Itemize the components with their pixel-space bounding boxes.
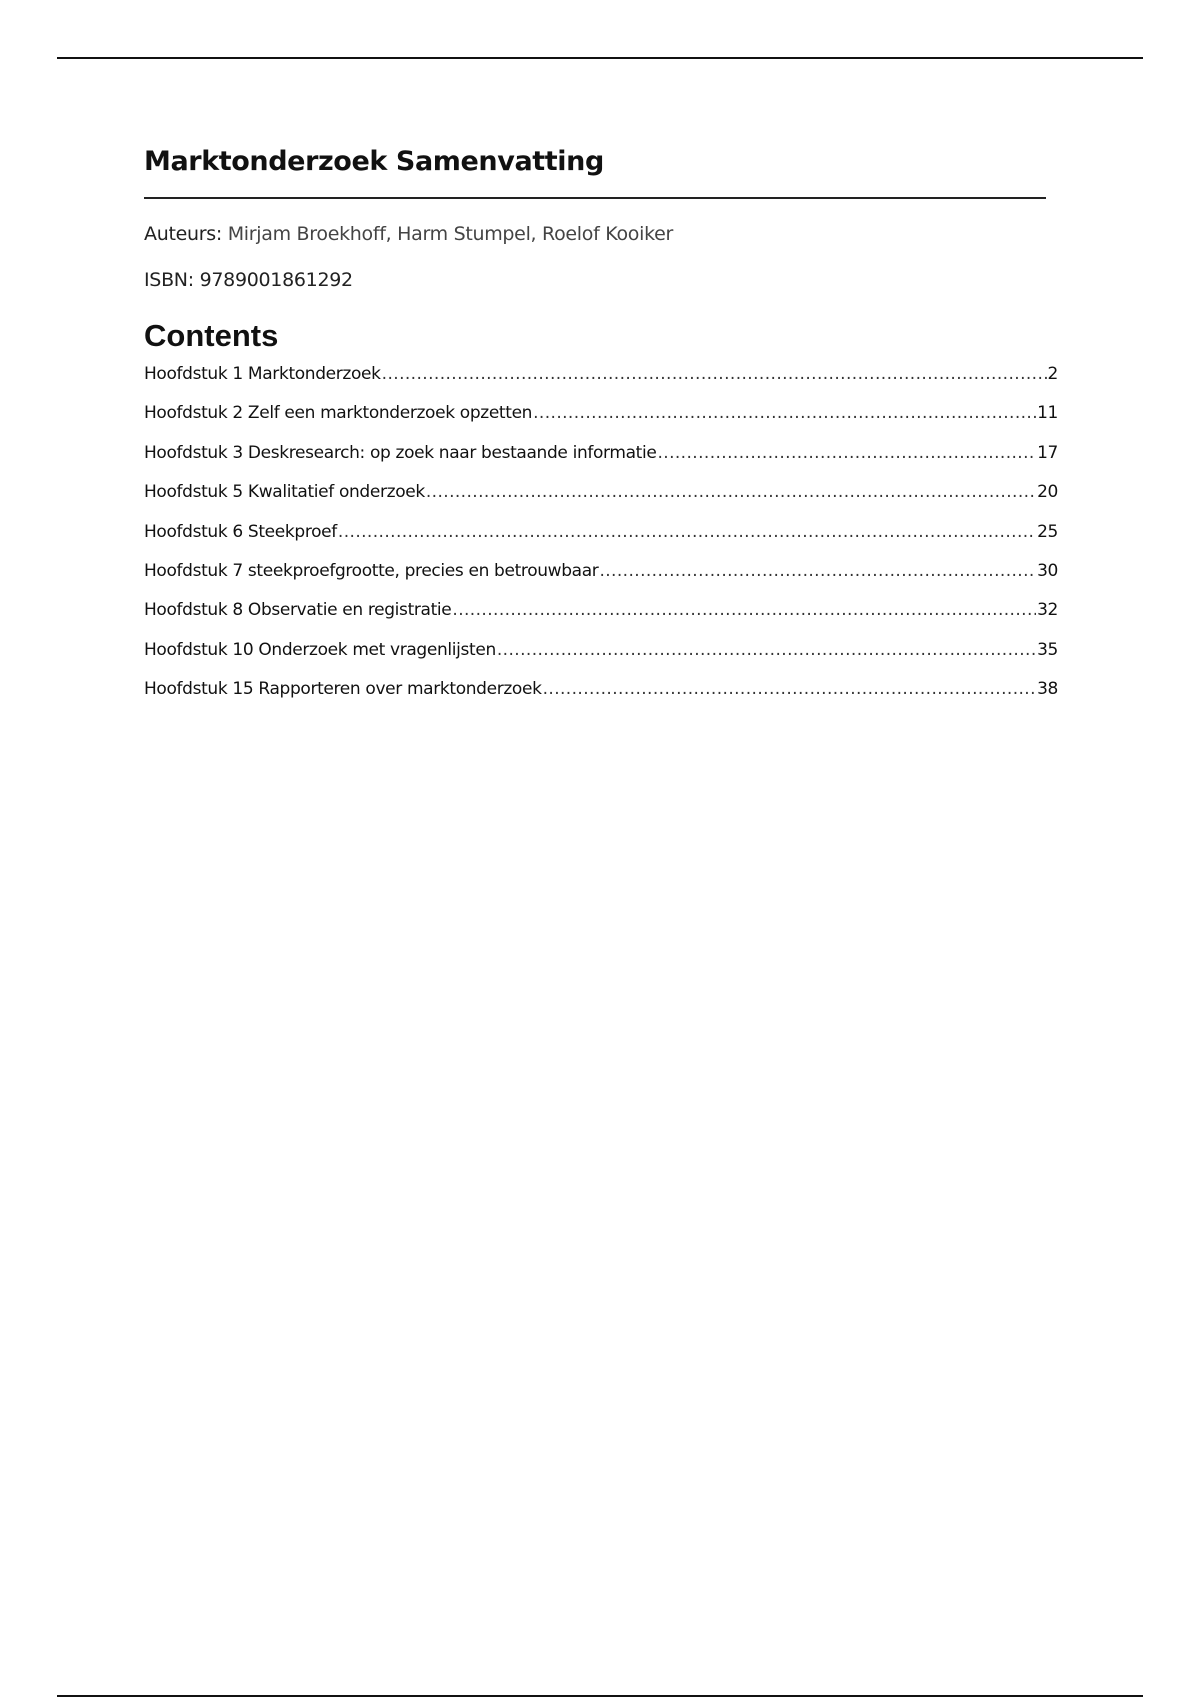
document-title: Marktonderzoek Samenvatting <box>144 146 604 177</box>
isbn-label: ISBN: <box>144 269 194 291</box>
toc-dot-leader <box>657 443 1036 463</box>
toc-entry[interactable] <box>144 443 1058 482</box>
title-underline <box>144 197 1046 199</box>
toc-entry-page[interactable]: 38 <box>1037 679 1058 700</box>
toc-entry-page[interactable]: 25 <box>1037 521 1058 542</box>
toc-entry-page[interactable]: 35 <box>1037 639 1058 660</box>
toc-dot-leader <box>497 640 1036 660</box>
toc-entry[interactable] <box>144 522 1058 561</box>
toc-entry[interactable] <box>144 640 1058 679</box>
toc-entry-label[interactable]: Hoofdstuk 8 Observatie en registratie <box>144 600 452 621</box>
toc-entry[interactable] <box>144 600 1058 639</box>
toc-entry-page[interactable]: 32 <box>1037 600 1058 621</box>
toc-dot-leader <box>426 482 1036 502</box>
toc-entry-label[interactable]: Hoofdstuk 2 Zelf een marktonderzoek opzetten <box>144 403 533 424</box>
toc-entry-label[interactable]: Hoofdstuk 3 Deskresearch: op zoek naar bestaande informatie <box>144 442 657 463</box>
toc-dot-leader <box>599 561 1036 581</box>
contents-heading: Contents <box>144 318 279 353</box>
toc-entry-label[interactable]: Hoofdstuk 15 Rapporteren over marktonderzoek <box>144 679 542 700</box>
toc-entry-label[interactable]: Hoofdstuk 6 Steekproef <box>144 521 337 542</box>
isbn-value: 9789001861292 <box>199 269 353 291</box>
toc-entry[interactable] <box>144 364 1058 403</box>
toc-dot-leader <box>533 403 1036 423</box>
authors-line <box>144 221 1058 247</box>
toc-entry[interactable] <box>144 679 1058 718</box>
toc-entry-label[interactable]: Hoofdstuk 1 Marktonderzoek <box>144 364 381 384</box>
authors-label: Auteurs: <box>144 223 222 245</box>
toc-entry-label[interactable]: Hoofdstuk 10 Onderzoek met vragenlijsten <box>144 639 496 660</box>
page-content <box>144 140 1058 735</box>
toc-entry-page[interactable]: 20 <box>1037 482 1058 503</box>
toc-dot-leader <box>543 679 1036 699</box>
toc-entry[interactable] <box>144 403 1058 442</box>
toc-entry[interactable] <box>144 482 1058 521</box>
page-bottom-rule <box>57 1695 1143 1697</box>
toc-entry-page[interactable]: 2 <box>1047 364 1058 384</box>
table-of-contents <box>144 364 1058 719</box>
toc-dot-leader <box>338 522 1036 542</box>
isbn-line <box>144 267 1058 293</box>
toc-entry-label[interactable]: Hoofdstuk 7 steekproefgrootte, precies en betrouwbaar <box>144 560 599 581</box>
page-top-rule <box>57 57 1143 59</box>
toc-entry-label[interactable]: Hoofdstuk 5 Kwalitatief onderzoek <box>144 482 425 503</box>
authors-value: Mirjam Broekhoff, Harm Stumpel, Roelof Kooiker <box>227 223 673 245</box>
toc-dot-leader <box>452 600 1036 620</box>
toc-entry[interactable] <box>144 561 1058 600</box>
toc-entry-page[interactable]: 30 <box>1037 560 1058 581</box>
toc-dot-leader <box>382 364 1047 384</box>
toc-entry-page[interactable]: 17 <box>1037 442 1058 463</box>
toc-entry-page[interactable]: 11 <box>1037 403 1058 424</box>
